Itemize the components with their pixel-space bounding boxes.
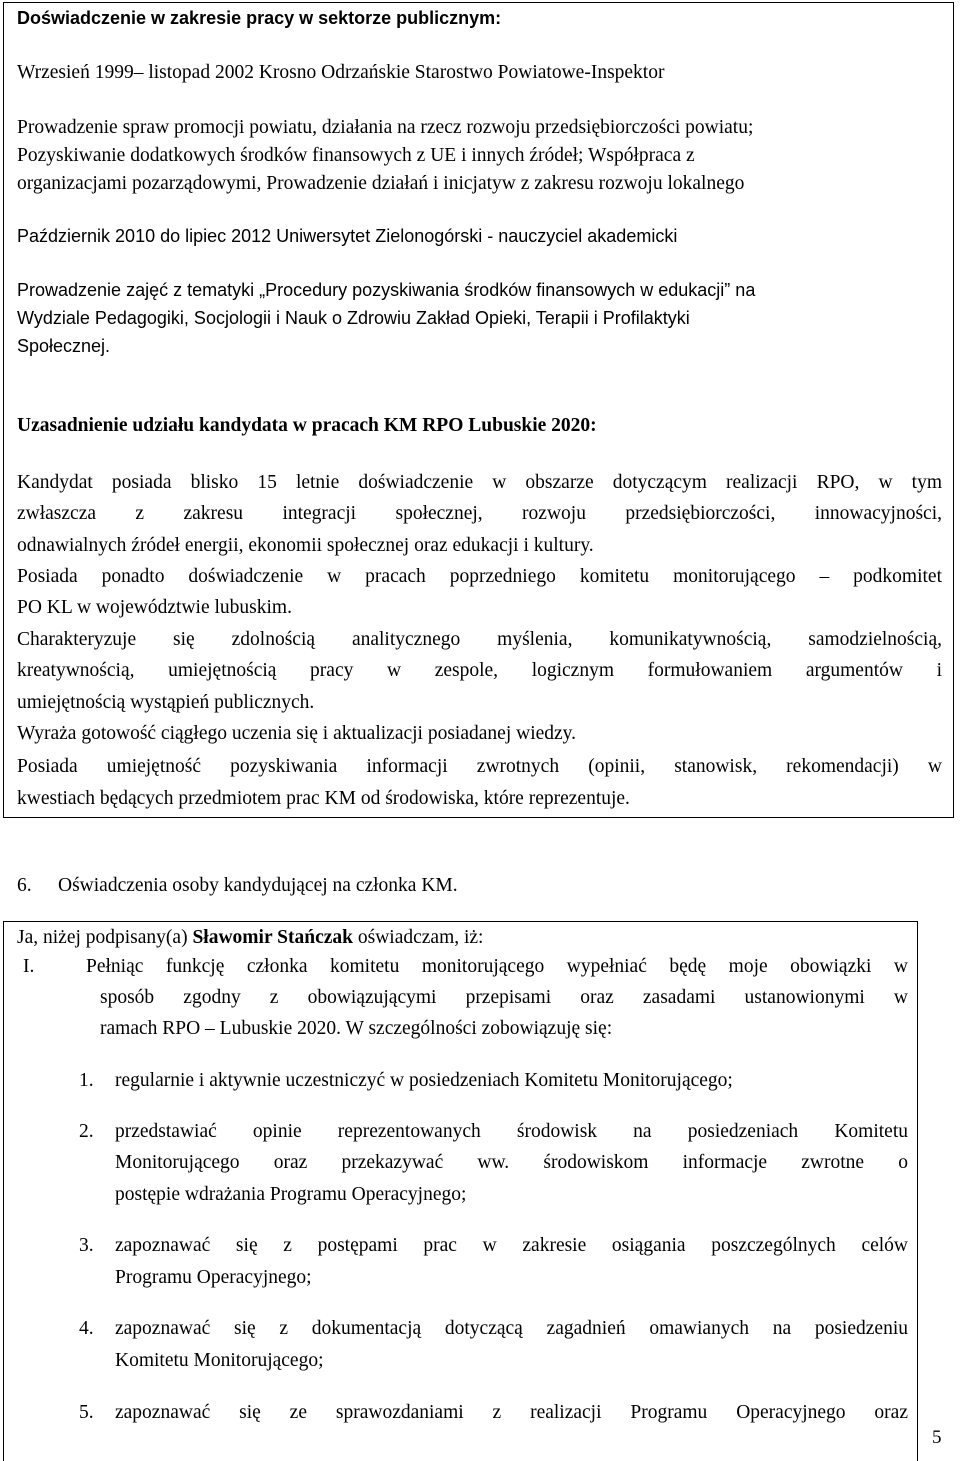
item-number: 2. xyxy=(79,1121,94,1142)
job1-line: organizacjami pozarządowymi, Prowadzenie działań i inicjatyw z zakresu rozwoju lokalnego xyxy=(17,173,745,194)
item-number: 1. xyxy=(79,1070,94,1091)
justification-line: Kandydat posiada blisko 15 letnie doświadczenie w obszarze dotyczącym realizacji RPO, w tym xyxy=(17,472,942,493)
justification-line: Posiada umiejętność pozyskiwania informacji zwrotnych (opinii, stanowisk, rekomendacji) w xyxy=(17,756,942,777)
job2-line: Społecznej. xyxy=(17,336,111,356)
declaration-intro xyxy=(17,927,483,949)
job2-title: Październik 2010 do lipiec 2012 Uniwersytet Zielonogórski - nauczyciel akademicki xyxy=(17,226,678,246)
section6-title: Oświadczenia osoby kandydującej na członka KM. xyxy=(58,875,458,896)
job1-line: Prowadzenie spraw promocji powiatu, działania na rzecz rozwoju przedsiębiorczości powiatu; xyxy=(17,117,754,138)
justification-line: Posiada ponadto doświadczenie w pracach poprzedniego komitetu monitorującego – podkomitet xyxy=(17,566,942,587)
item-number: 3. xyxy=(79,1235,94,1256)
justification-heading: Uzasadnienie udziału kandydata w pracach KM RPO Lubuskie 2020: xyxy=(17,415,597,436)
signatory-name: Sławomir Stańczak xyxy=(192,927,353,948)
item-line: regularnie i aktywnie uczestniczyć w posiedzeniach Komitetu Monitorującego; xyxy=(115,1070,733,1091)
roman-line: Pełniąc funkcję członka komitetu monitorującego wypełniać będę moje obowiązki w xyxy=(86,956,908,977)
item-line: Programu Operacyjnego; xyxy=(115,1267,312,1288)
item-line: zapoznawać się z dokumentacją dotyczącą zagadnień omawianych na posiedzeniu xyxy=(115,1318,908,1339)
justification-line: odnawialnych źródeł energii, ekonomii społecznej oraz edukacji i kultury. xyxy=(17,535,594,556)
item-line: postępie wdrażania Programu Operacyjnego; xyxy=(115,1184,467,1205)
page-number: 5 xyxy=(932,1427,942,1448)
intro-prefix: Ja, niżej podpisany(a) xyxy=(17,927,193,948)
item-number: 4. xyxy=(79,1318,94,1339)
justification-line: Charakteryzuje się zdolnością analitycznego myślenia, komunikatywnością, samodzielnością, xyxy=(17,629,942,650)
item-line: Komitetu Monitorującego; xyxy=(115,1350,324,1371)
justification-line: kwestiach będących przedmiotem prac KM od środowiska, które reprezentuje. xyxy=(17,788,630,809)
item-line: przedstawiać opinie reprezentowanych środowisk na posiedzeniach Komitetu xyxy=(115,1121,908,1142)
justification-line: PO KL w województwie lubuskim. xyxy=(17,597,292,618)
section6-number: 6. xyxy=(17,875,32,896)
item-number: 5. xyxy=(79,1402,94,1423)
justification-line: Wyraża gotowość ciągłego uczenia się i aktualizacji posiadanej wiedzy. xyxy=(17,723,577,744)
experience-heading: Doświadczenie w zakresie pracy w sektorze publicznym: xyxy=(17,8,502,28)
justification-line: umiejętnością wystąpień publicznych. xyxy=(17,692,315,713)
intro-suffix: oświadczam, iż: xyxy=(352,927,484,948)
justification-line: kreatywnością, umiejętnością pracy w zespole, logicznym formułowaniem argumentów i xyxy=(17,660,942,681)
job2-line: Prowadzenie zajęć z tematyki „Procedury pozyskiwania środków finansowych w edukacji” na xyxy=(17,280,756,300)
roman-line: ramach RPO – Lubuskie 2020. W szczególności zobowiązuję się: xyxy=(100,1018,613,1039)
justification-line: zwłaszcza z zakresu integracji społecznej, rozwoju przedsiębiorczości, innowacyjności, xyxy=(17,503,942,524)
job2-line: Wydziale Pedagogiki, Socjologii i Nauk o Zdrowiu Zakład Opieki, Terapii i Profilaktyki xyxy=(17,308,690,328)
item-line: zapoznawać się ze sprawozdaniami z realizacji Programu Operacyjnego oraz xyxy=(115,1402,908,1423)
job1-title: Wrzesień 1999– listopad 2002 Krosno Odrzańskie Starostwo Powiatowe-Inspektor xyxy=(17,62,665,83)
job1-line: Pozyskiwanie dodatkowych środków finansowych z UE i innych źródeł; Współpraca z xyxy=(17,145,695,166)
item-line: zapoznawać się z postępami prac w zakresie osiągania poszczególnych celów xyxy=(115,1235,908,1256)
roman-marker: I. xyxy=(23,956,35,977)
roman-line: sposób zgodny z obowiązującymi przepisami oraz zasadami ustanowionymi w xyxy=(100,987,908,1008)
item-line: Monitorującego oraz przekazywać ww. środowiskom informacje zwrotne o xyxy=(115,1152,908,1173)
